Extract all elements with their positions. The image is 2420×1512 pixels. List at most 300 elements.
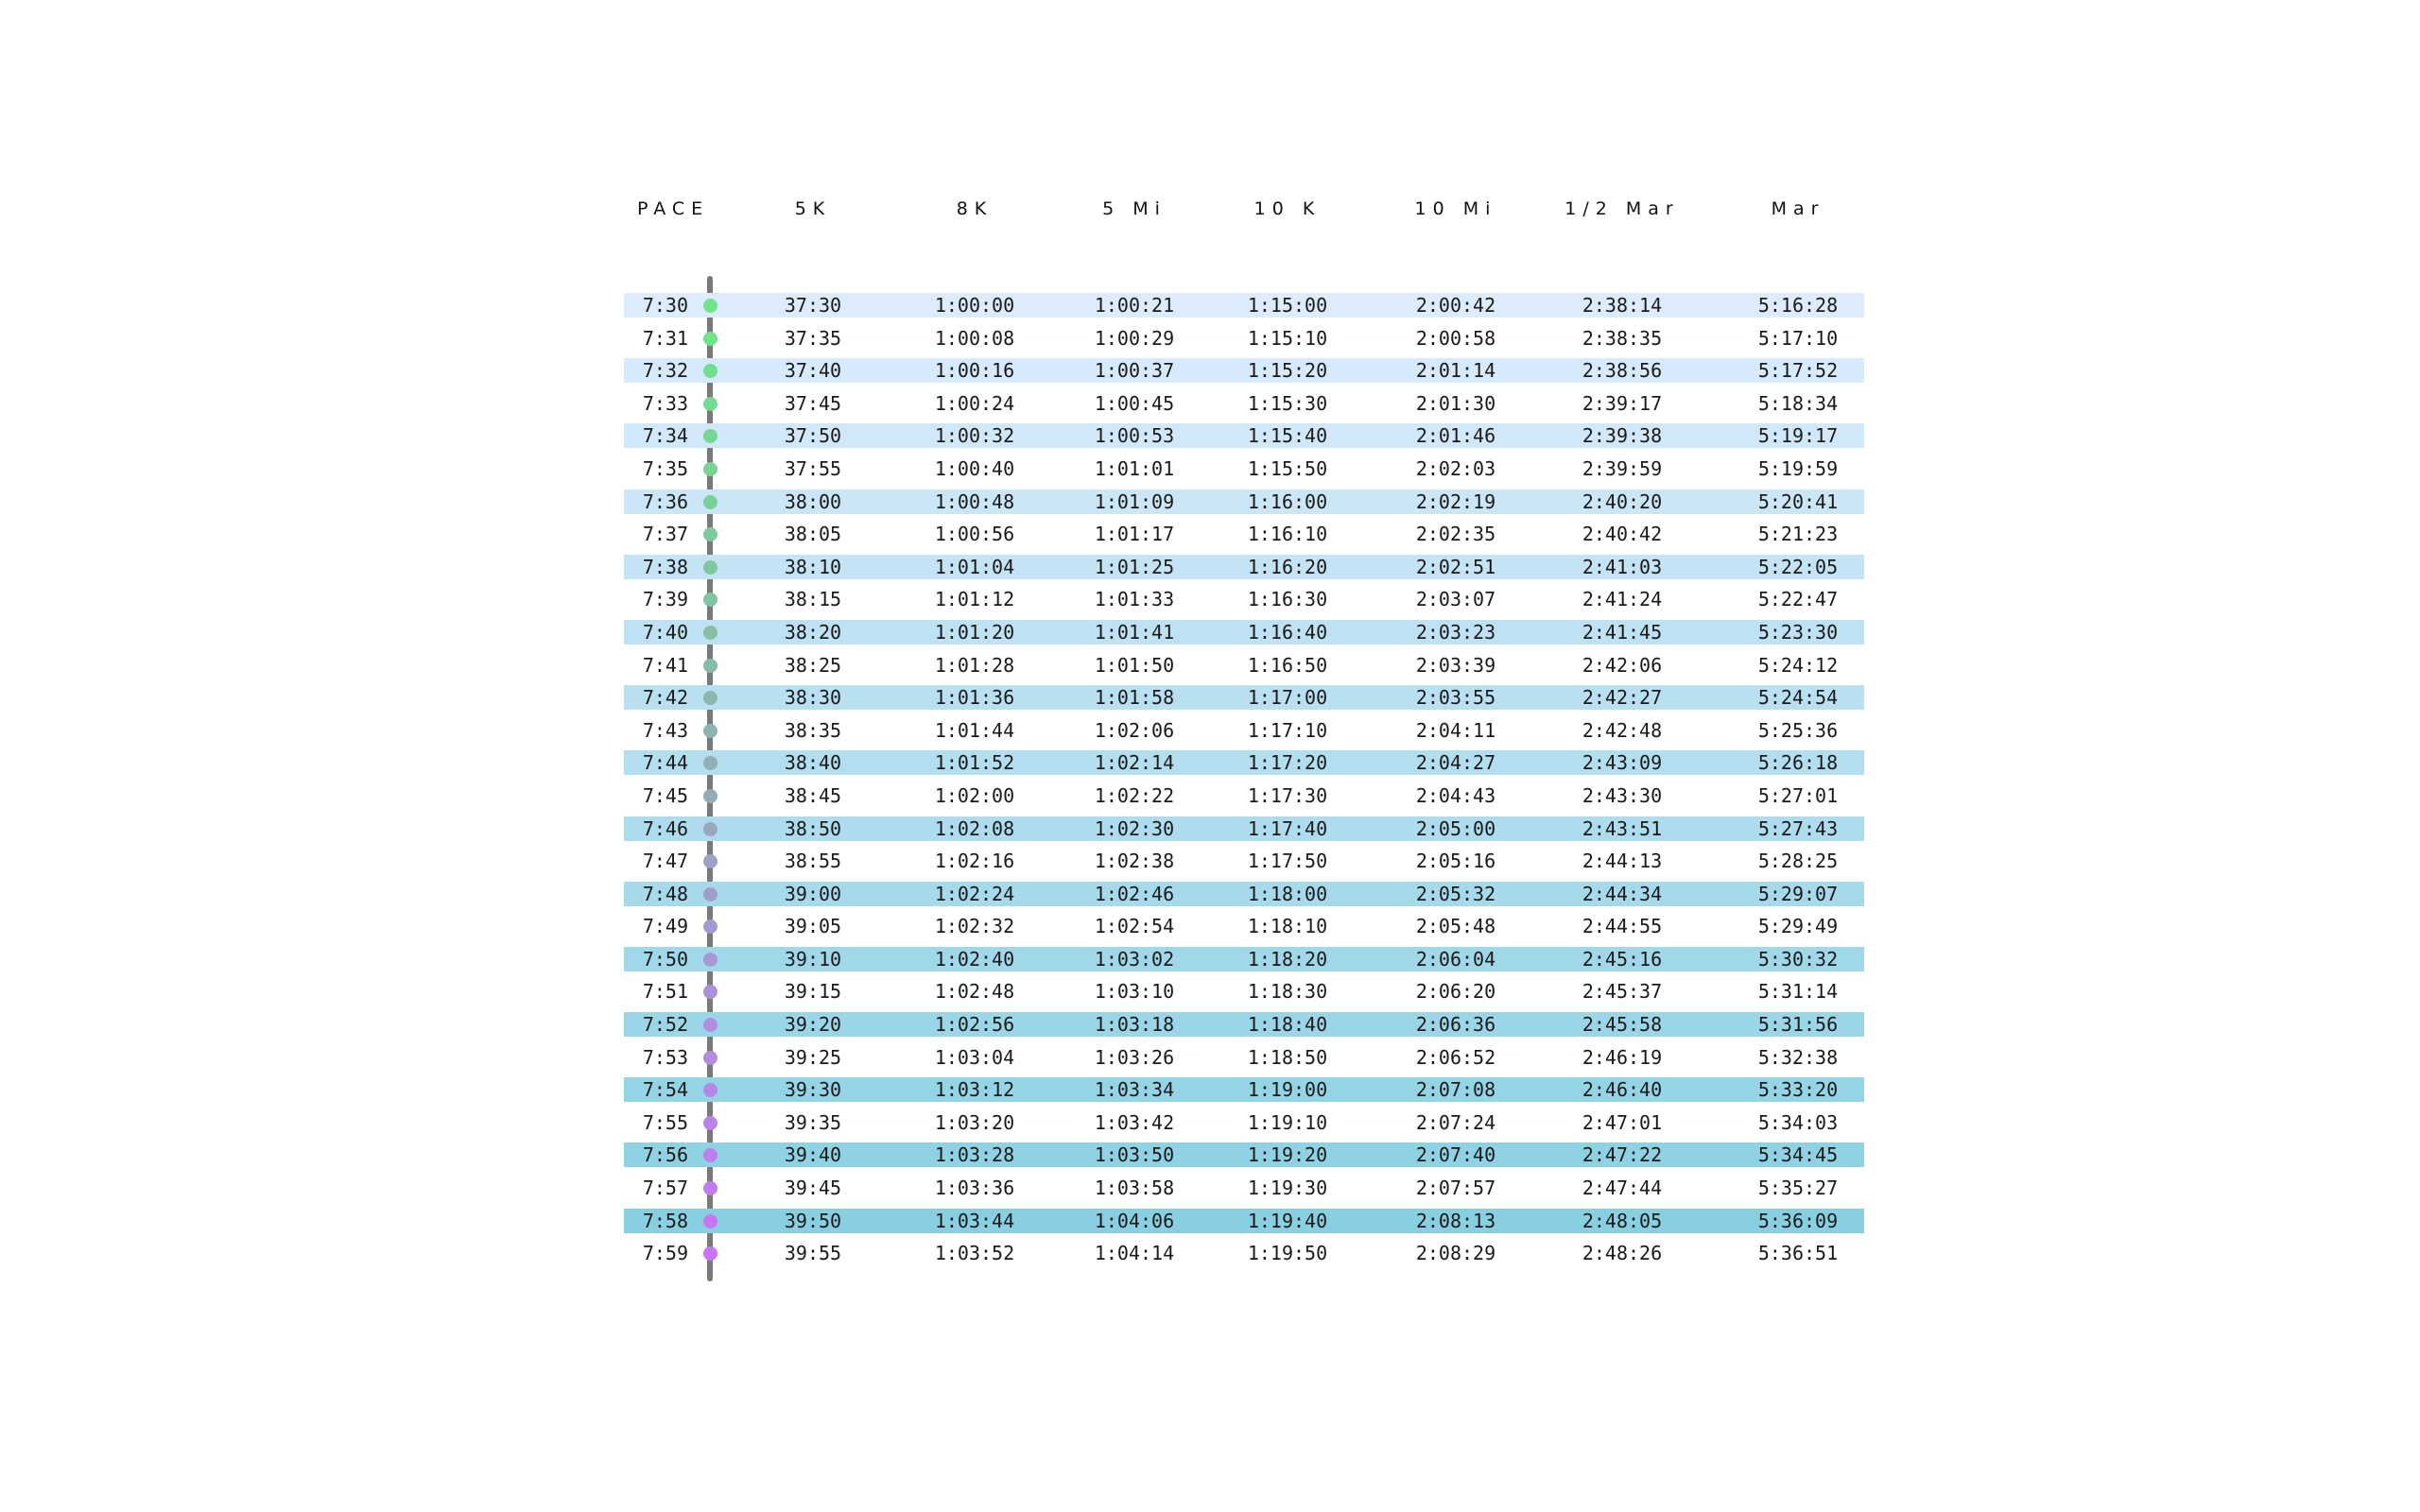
time-cell-10k: 1:15:10 (1247, 326, 1328, 350)
time-cell-10mi: 2:08:29 (1415, 1242, 1496, 1265)
time-cell-half-marathon: 2:45:16 (1582, 947, 1663, 971)
time-cell-10k: 1:17:40 (1247, 816, 1328, 840)
table-row (624, 389, 1864, 422)
time-cell-10k: 1:18:20 (1247, 947, 1328, 971)
pace-cell: 7:51 (642, 980, 688, 1004)
pace-cell: 7:58 (642, 1209, 688, 1232)
timeline-dot-icon (703, 1051, 717, 1065)
time-cell-8k: 1:00:08 (934, 326, 1015, 350)
time-cell-half-marathon: 2:44:55 (1582, 915, 1663, 938)
time-cell-5mi: 1:01:17 (1094, 523, 1175, 546)
pace-cell: 7:49 (642, 915, 688, 938)
time-cell-8k: 1:00:32 (934, 424, 1015, 448)
time-cell-5mi: 1:01:25 (1094, 555, 1175, 578)
pace-table-body (624, 291, 1864, 1272)
time-cell-10k: 1:16:20 (1247, 555, 1328, 578)
table-row (624, 880, 1864, 913)
time-cell-5k: 37:55 (784, 456, 842, 480)
time-cell-10k: 1:19:40 (1247, 1209, 1328, 1232)
table-row (624, 291, 1864, 324)
time-cell-10mi: 2:02:51 (1415, 555, 1496, 578)
header-10mi: 10 Mi (1414, 198, 1497, 219)
time-cell-5mi: 1:02:46 (1094, 882, 1175, 905)
time-cell-8k: 1:03:20 (934, 1110, 1015, 1134)
time-cell-half-marathon: 2:43:30 (1582, 783, 1663, 807)
time-cell-half-marathon: 2:38:14 (1582, 294, 1663, 317)
pace-cell: 7:47 (642, 850, 688, 873)
pace-cell: 7:34 (642, 424, 688, 448)
table-row (624, 847, 1864, 880)
time-cell-half-marathon: 2:39:59 (1582, 456, 1663, 480)
time-cell-half-marathon: 2:39:17 (1582, 391, 1663, 415)
time-cell-marathon: 5:22:05 (1757, 555, 1839, 578)
time-cell-5mi: 1:04:06 (1094, 1209, 1175, 1232)
time-cell-5k: 37:35 (784, 326, 842, 350)
time-cell-half-marathon: 2:43:51 (1582, 816, 1663, 840)
table-row (624, 748, 1864, 782)
time-cell-half-marathon: 2:45:37 (1582, 980, 1663, 1004)
time-cell-marathon: 5:24:12 (1757, 653, 1839, 677)
table-row (624, 1174, 1864, 1207)
table-row (624, 488, 1864, 521)
time-cell-5mi: 1:03:42 (1094, 1110, 1175, 1134)
time-cell-5k: 38:20 (784, 620, 842, 644)
time-cell-marathon: 5:24:54 (1757, 686, 1839, 710)
time-cell-marathon: 5:21:23 (1757, 523, 1839, 546)
time-cell-half-marathon: 2:41:24 (1582, 588, 1663, 611)
time-cell-10mi: 2:08:13 (1415, 1209, 1496, 1232)
timeline-dot-icon (703, 299, 717, 313)
time-cell-10mi: 2:05:00 (1415, 816, 1496, 840)
time-cell-10k: 1:18:00 (1247, 882, 1328, 905)
time-cell-5k: 38:25 (784, 653, 842, 677)
time-cell-marathon: 5:32:38 (1757, 1045, 1839, 1069)
time-cell-10k: 1:19:20 (1247, 1143, 1328, 1167)
time-cell-half-marathon: 2:41:03 (1582, 555, 1663, 578)
table-row (624, 356, 1864, 389)
time-cell-10k: 1:15:00 (1247, 294, 1328, 317)
header-8k: 8K (956, 198, 994, 219)
time-cell-5mi: 1:01:33 (1094, 588, 1175, 611)
timeline-dot-icon (703, 1181, 717, 1195)
timeline-dot-icon (703, 1018, 717, 1032)
timeline-dot-icon (703, 887, 717, 902)
time-cell-10k: 1:17:30 (1247, 783, 1328, 807)
time-cell-8k: 1:01:36 (934, 686, 1015, 710)
time-cell-5k: 37:30 (784, 294, 842, 317)
time-cell-marathon: 5:22:47 (1757, 588, 1839, 611)
pace-cell: 7:56 (642, 1143, 688, 1167)
time-cell-8k: 1:01:20 (934, 620, 1015, 644)
time-cell-8k: 1:02:08 (934, 816, 1015, 840)
time-cell-10k: 1:16:10 (1247, 523, 1328, 546)
time-cell-8k: 1:00:16 (934, 359, 1015, 383)
time-cell-10k: 1:17:20 (1247, 751, 1328, 775)
time-cell-marathon: 5:17:10 (1757, 326, 1839, 350)
timeline-dot-icon (703, 332, 717, 346)
table-row (624, 683, 1864, 716)
time-cell-5mi: 1:03:26 (1094, 1045, 1175, 1069)
time-cell-5mi: 1:03:10 (1094, 980, 1175, 1004)
time-cell-marathon: 5:19:17 (1757, 424, 1839, 448)
header-5k: 5K (794, 198, 832, 219)
time-cell-8k: 1:03:04 (934, 1045, 1015, 1069)
time-cell-5mi: 1:02:14 (1094, 751, 1175, 775)
time-cell-5k: 39:00 (784, 882, 842, 905)
time-cell-5mi: 1:02:38 (1094, 850, 1175, 873)
table-row (624, 1239, 1864, 1272)
timeline-dot-icon (703, 854, 717, 868)
time-cell-10mi: 2:07:24 (1415, 1110, 1496, 1134)
time-cell-5k: 38:40 (784, 751, 842, 775)
time-cell-10k: 1:15:40 (1247, 424, 1328, 448)
pace-cell: 7:40 (642, 620, 688, 644)
time-cell-marathon: 5:31:14 (1757, 980, 1839, 1004)
time-cell-5k: 38:10 (784, 555, 842, 578)
time-cell-10mi: 2:03:07 (1415, 588, 1496, 611)
time-cell-marathon: 5:36:51 (1757, 1242, 1839, 1265)
time-cell-10mi: 2:02:03 (1415, 456, 1496, 480)
time-cell-10mi: 2:01:46 (1415, 424, 1496, 448)
time-cell-8k: 1:02:24 (934, 882, 1015, 905)
header-5mi: 5 Mi (1102, 198, 1167, 219)
time-cell-half-marathon: 2:46:19 (1582, 1045, 1663, 1069)
time-cell-8k: 1:01:04 (934, 555, 1015, 578)
time-cell-marathon: 5:27:43 (1757, 816, 1839, 840)
header-pace: PACE (637, 198, 710, 219)
pace-cell: 7:36 (642, 490, 688, 513)
table-row (624, 815, 1864, 848)
time-cell-8k: 1:02:00 (934, 783, 1015, 807)
time-cell-half-marathon: 2:44:13 (1582, 850, 1663, 873)
time-cell-half-marathon: 2:38:56 (1582, 359, 1663, 383)
time-cell-5k: 39:40 (784, 1143, 842, 1167)
pace-cell: 7:59 (642, 1242, 688, 1265)
time-cell-half-marathon: 2:39:38 (1582, 424, 1663, 448)
time-cell-half-marathon: 2:42:06 (1582, 653, 1663, 677)
time-cell-marathon: 5:34:03 (1757, 1110, 1839, 1134)
time-cell-5mi: 1:02:22 (1094, 783, 1175, 807)
time-cell-5mi: 1:04:14 (1094, 1242, 1175, 1265)
table-row (624, 912, 1864, 945)
pace-cell: 7:42 (642, 686, 688, 710)
time-cell-marathon: 5:16:28 (1757, 294, 1839, 317)
time-cell-10mi: 2:01:30 (1415, 391, 1496, 415)
time-cell-5mi: 1:01:01 (1094, 456, 1175, 480)
time-cell-5k: 39:20 (784, 1013, 842, 1037)
time-cell-5k: 39:05 (784, 915, 842, 938)
time-cell-8k: 1:03:44 (934, 1209, 1015, 1232)
time-cell-10k: 1:15:30 (1247, 391, 1328, 415)
time-cell-10mi: 2:03:23 (1415, 620, 1496, 644)
time-cell-10k: 1:18:10 (1247, 915, 1328, 938)
time-cell-5mi: 1:00:37 (1094, 359, 1175, 383)
time-cell-marathon: 5:28:25 (1757, 850, 1839, 873)
time-cell-half-marathon: 2:47:22 (1582, 1143, 1663, 1167)
time-cell-10k: 1:16:00 (1247, 490, 1328, 513)
time-cell-marathon: 5:23:30 (1757, 620, 1839, 644)
time-cell-5mi: 1:03:02 (1094, 947, 1175, 971)
time-cell-10mi: 2:02:35 (1415, 523, 1496, 546)
time-cell-marathon: 5:36:09 (1757, 1209, 1839, 1232)
time-cell-8k: 1:00:56 (934, 523, 1015, 546)
time-cell-8k: 1:03:52 (934, 1242, 1015, 1265)
pace-cell: 7:48 (642, 882, 688, 905)
time-cell-10mi: 2:06:36 (1415, 1013, 1496, 1037)
time-cell-10k: 1:17:10 (1247, 718, 1328, 742)
time-cell-half-marathon: 2:40:20 (1582, 490, 1663, 513)
time-cell-half-marathon: 2:45:58 (1582, 1013, 1663, 1037)
time-cell-marathon: 5:34:45 (1757, 1143, 1839, 1167)
time-cell-5mi: 1:01:50 (1094, 653, 1175, 677)
time-cell-10mi: 2:00:58 (1415, 326, 1496, 350)
time-cell-marathon: 5:27:01 (1757, 783, 1839, 807)
pace-cell: 7:45 (642, 783, 688, 807)
time-cell-10k: 1:19:30 (1247, 1177, 1328, 1200)
time-cell-5mi: 1:02:30 (1094, 816, 1175, 840)
time-cell-marathon: 5:30:32 (1757, 947, 1839, 971)
time-cell-5k: 38:15 (784, 588, 842, 611)
time-cell-10k: 1:19:10 (1247, 1110, 1328, 1134)
time-cell-10mi: 2:07:08 (1415, 1078, 1496, 1102)
time-cell-half-marathon: 2:42:27 (1582, 686, 1663, 710)
time-cell-5k: 39:45 (784, 1177, 842, 1200)
pace-cell: 7:43 (642, 718, 688, 742)
time-cell-8k: 1:02:32 (934, 915, 1015, 938)
time-cell-half-marathon: 2:42:48 (1582, 718, 1663, 742)
pace-cell: 7:30 (642, 294, 688, 317)
time-cell-10k: 1:19:00 (1247, 1078, 1328, 1102)
time-cell-10mi: 2:00:42 (1415, 294, 1496, 317)
time-cell-5mi: 1:01:58 (1094, 686, 1175, 710)
time-cell-5k: 38:05 (784, 523, 842, 546)
timeline-dot-icon (703, 626, 717, 640)
pace-cell: 7:46 (642, 816, 688, 840)
table-row (624, 520, 1864, 553)
pace-cell: 7:54 (642, 1078, 688, 1102)
time-cell-marathon: 5:18:34 (1757, 391, 1839, 415)
time-cell-5k: 39:35 (784, 1110, 842, 1134)
time-cell-10mi: 2:01:14 (1415, 359, 1496, 383)
time-cell-5mi: 1:00:29 (1094, 326, 1175, 350)
pace-cell: 7:53 (642, 1045, 688, 1069)
time-cell-marathon: 5:20:41 (1757, 490, 1839, 513)
header-marathon: Mar (1771, 198, 1825, 219)
time-cell-5mi: 1:03:50 (1094, 1143, 1175, 1167)
time-cell-5k: 39:50 (784, 1209, 842, 1232)
table-row (624, 945, 1864, 978)
time-cell-8k: 1:01:52 (934, 751, 1015, 775)
time-cell-5k: 37:40 (784, 359, 842, 383)
time-cell-8k: 1:02:56 (934, 1013, 1015, 1037)
header-10k: 10 K (1253, 198, 1322, 219)
table-row (624, 585, 1864, 618)
time-cell-8k: 1:02:48 (934, 980, 1015, 1004)
pace-cell: 7:31 (642, 326, 688, 350)
time-cell-10mi: 2:07:57 (1415, 1177, 1496, 1200)
time-cell-half-marathon: 2:44:34 (1582, 882, 1663, 905)
time-cell-8k: 1:03:36 (934, 1177, 1015, 1200)
time-cell-5k: 38:55 (784, 850, 842, 873)
pace-cell: 7:37 (642, 523, 688, 546)
pace-cell: 7:44 (642, 751, 688, 775)
timeline-dot-icon (703, 495, 717, 509)
time-cell-8k: 1:03:12 (934, 1078, 1015, 1102)
pace-cell: 7:33 (642, 391, 688, 415)
time-cell-5k: 39:30 (784, 1078, 842, 1102)
pace-cell: 7:35 (642, 456, 688, 480)
time-cell-10k: 1:16:30 (1247, 588, 1328, 611)
time-cell-marathon: 5:33:20 (1757, 1078, 1839, 1102)
time-cell-marathon: 5:17:52 (1757, 359, 1839, 383)
pace-cell: 7:41 (642, 653, 688, 677)
time-cell-5mi: 1:00:21 (1094, 294, 1175, 317)
time-cell-10k: 1:17:50 (1247, 850, 1328, 873)
time-cell-5k: 38:50 (784, 816, 842, 840)
table-row (624, 421, 1864, 455)
time-cell-half-marathon: 2:48:05 (1582, 1209, 1663, 1232)
pace-cell: 7:50 (642, 947, 688, 971)
time-cell-5k: 38:35 (784, 718, 842, 742)
table-row (624, 782, 1864, 815)
time-cell-8k: 1:01:12 (934, 588, 1015, 611)
timeline-dot-icon (703, 789, 717, 803)
timeline-dot-icon (703, 462, 717, 476)
table-row (624, 977, 1864, 1010)
time-cell-10mi: 2:02:19 (1415, 490, 1496, 513)
timeline-dot-icon (703, 560, 717, 575)
time-cell-5mi: 1:00:53 (1094, 424, 1175, 448)
time-cell-10k: 1:19:50 (1247, 1242, 1328, 1265)
time-cell-half-marathon: 2:43:09 (1582, 751, 1663, 775)
time-cell-10mi: 2:04:43 (1415, 783, 1496, 807)
time-cell-10mi: 2:07:40 (1415, 1143, 1496, 1167)
table-row (624, 324, 1864, 357)
time-cell-8k: 1:03:28 (934, 1143, 1015, 1167)
time-cell-10k: 1:18:50 (1247, 1045, 1328, 1069)
timeline-dot-icon (703, 822, 717, 836)
time-cell-10k: 1:17:00 (1247, 686, 1328, 710)
time-cell-10mi: 2:04:11 (1415, 718, 1496, 742)
time-cell-10k: 1:15:20 (1247, 359, 1328, 383)
time-cell-10mi: 2:03:39 (1415, 653, 1496, 677)
pace-cell: 7:55 (642, 1110, 688, 1134)
table-row (624, 1010, 1864, 1043)
timeline-dot-icon (703, 953, 717, 967)
time-cell-marathon: 5:29:07 (1757, 882, 1839, 905)
time-cell-5k: 39:25 (784, 1045, 842, 1069)
time-cell-8k: 1:00:24 (934, 391, 1015, 415)
pace-cell: 7:38 (642, 555, 688, 578)
time-cell-5mi: 1:00:45 (1094, 391, 1175, 415)
time-cell-5mi: 1:03:18 (1094, 1013, 1175, 1037)
time-cell-8k: 1:02:40 (934, 947, 1015, 971)
timeline-dot-icon (703, 1214, 717, 1228)
table-row (624, 1108, 1864, 1142)
time-cell-marathon: 5:25:36 (1757, 718, 1839, 742)
time-cell-5k: 38:30 (784, 686, 842, 710)
time-cell-10k: 1:16:40 (1247, 620, 1328, 644)
time-cell-5k: 39:10 (784, 947, 842, 971)
time-cell-10mi: 2:05:16 (1415, 850, 1496, 873)
timeline-dot-icon (703, 397, 717, 411)
time-cell-5k: 39:55 (784, 1242, 842, 1265)
time-cell-half-marathon: 2:46:40 (1582, 1078, 1663, 1102)
pace-cell: 7:52 (642, 1013, 688, 1037)
time-cell-8k: 1:00:48 (934, 490, 1015, 513)
time-cell-5mi: 1:03:58 (1094, 1177, 1175, 1200)
time-cell-10k: 1:16:50 (1247, 653, 1328, 677)
time-cell-10mi: 2:04:27 (1415, 751, 1496, 775)
header-row (624, 189, 1864, 240)
pace-cell: 7:32 (642, 359, 688, 383)
time-cell-10mi: 2:06:52 (1415, 1045, 1496, 1069)
timeline-dot-icon (703, 659, 717, 673)
time-cell-5k: 39:15 (784, 980, 842, 1004)
table-row (624, 651, 1864, 684)
time-cell-8k: 1:00:00 (934, 294, 1015, 317)
time-cell-5k: 38:45 (784, 783, 842, 807)
table-row (624, 618, 1864, 651)
time-cell-8k: 1:02:16 (934, 850, 1015, 873)
time-cell-10k: 1:15:50 (1247, 456, 1328, 480)
time-cell-5mi: 1:02:06 (1094, 718, 1175, 742)
time-cell-10mi: 2:05:48 (1415, 915, 1496, 938)
time-cell-half-marathon: 2:48:26 (1582, 1242, 1663, 1265)
time-cell-half-marathon: 2:47:44 (1582, 1177, 1663, 1200)
table-row (624, 1207, 1864, 1240)
timeline-dot-icon (703, 1116, 717, 1130)
table-row (624, 1043, 1864, 1076)
table-row (624, 1141, 1864, 1174)
table-row (624, 716, 1864, 749)
time-cell-5mi: 1:02:54 (1094, 915, 1175, 938)
time-cell-8k: 1:01:44 (934, 718, 1015, 742)
time-cell-10k: 1:18:30 (1247, 980, 1328, 1004)
time-cell-10k: 1:18:40 (1247, 1013, 1328, 1037)
time-cell-marathon: 5:35:27 (1757, 1177, 1839, 1200)
time-cell-10mi: 2:06:04 (1415, 947, 1496, 971)
time-cell-8k: 1:00:40 (934, 456, 1015, 480)
time-cell-5mi: 1:01:41 (1094, 620, 1175, 644)
pace-cell: 7:39 (642, 588, 688, 611)
table-row (624, 553, 1864, 586)
time-cell-half-marathon: 2:47:01 (1582, 1110, 1663, 1134)
time-cell-half-marathon: 2:40:42 (1582, 523, 1663, 546)
pace-cell: 7:57 (642, 1177, 688, 1200)
table-row (624, 1075, 1864, 1108)
header-half-marathon: 1/2 Mar (1564, 198, 1680, 219)
time-cell-5k: 37:50 (784, 424, 842, 448)
time-cell-5mi: 1:01:09 (1094, 490, 1175, 513)
time-cell-5k: 37:45 (784, 391, 842, 415)
time-cell-marathon: 5:29:49 (1757, 915, 1839, 938)
time-cell-half-marathon: 2:41:45 (1582, 620, 1663, 644)
time-cell-10mi: 2:06:20 (1415, 980, 1496, 1004)
time-cell-half-marathon: 2:38:35 (1582, 326, 1663, 350)
pace-chart (624, 189, 1864, 1265)
time-cell-marathon: 5:31:56 (1757, 1013, 1839, 1037)
time-cell-marathon: 5:19:59 (1757, 456, 1839, 480)
table-row (624, 455, 1864, 488)
time-cell-8k: 1:01:28 (934, 653, 1015, 677)
timeline-dot-icon (703, 724, 717, 738)
time-cell-10mi: 2:03:55 (1415, 686, 1496, 710)
time-cell-5k: 38:00 (784, 490, 842, 513)
time-cell-5mi: 1:03:34 (1094, 1078, 1175, 1102)
time-cell-marathon: 5:26:18 (1757, 751, 1839, 775)
time-cell-10mi: 2:05:32 (1415, 882, 1496, 905)
